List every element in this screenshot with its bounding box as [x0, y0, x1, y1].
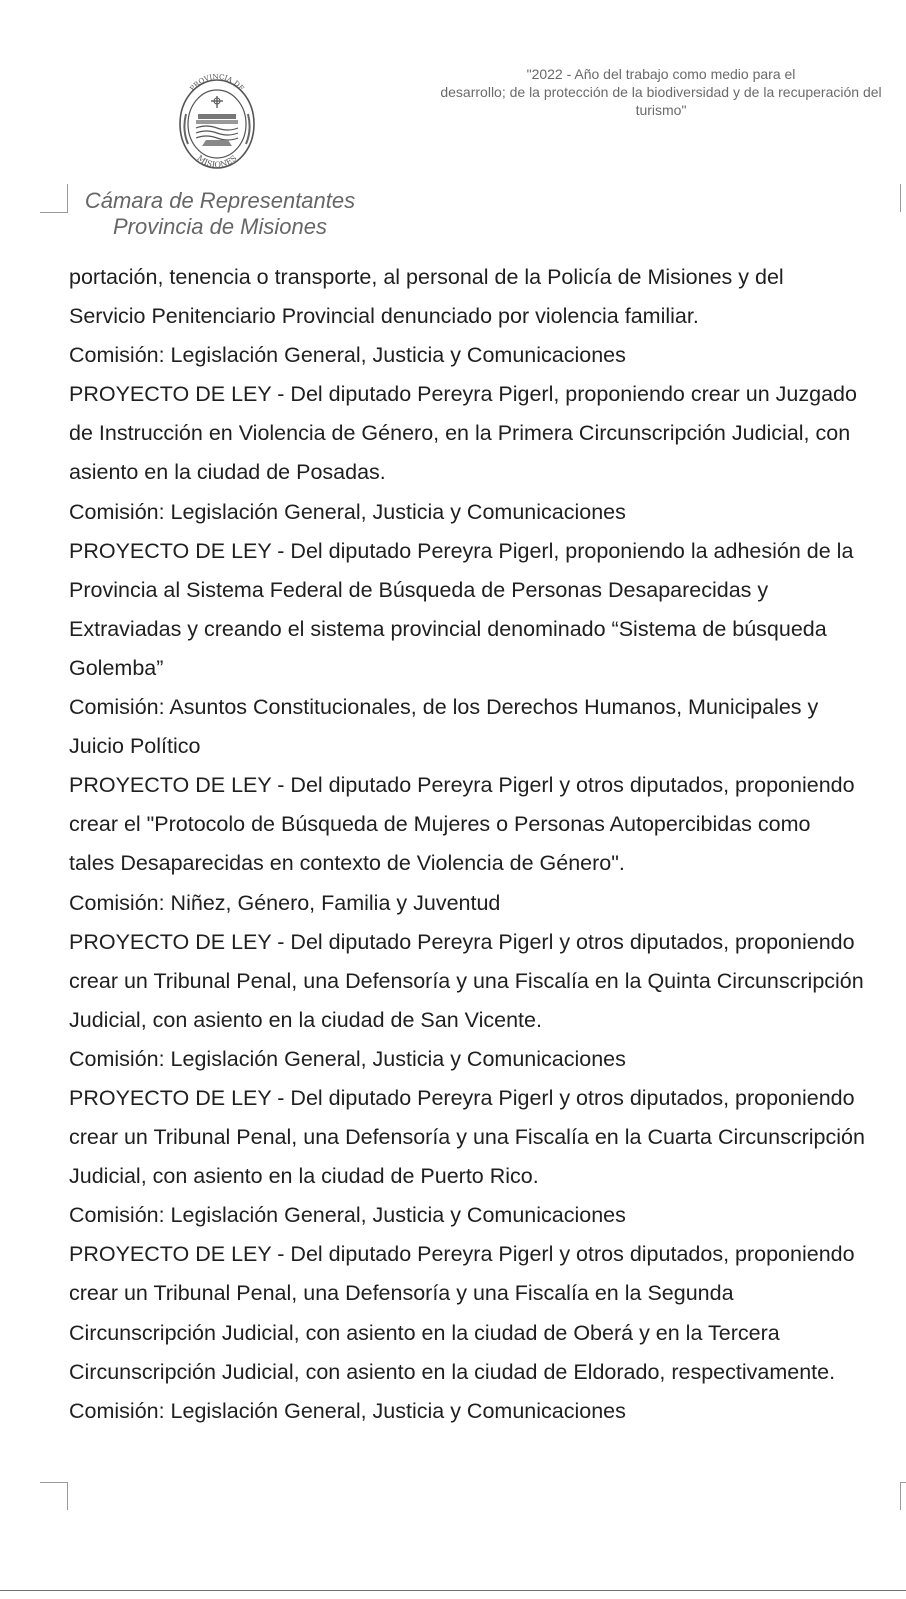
crop-mark-top-left-vertical — [67, 184, 68, 212]
text-line: crear un Tribunal Penal, una Defensoría y una Fiscalía en la Cuarta Circunscripción — [69, 1125, 865, 1150]
text-line: crear el "Protocolo de Búsqueda de Mujeres o Personas Autopercibidas como — [69, 812, 811, 837]
text-line: asiento en la ciudad de Posadas. — [69, 460, 386, 485]
text-line: Provincia al Sistema Federal de Búsqueda de Personas Desaparecidas y — [69, 577, 769, 602]
commission-line: Comisión: Asuntos Constitucionales, de los Derechos Humanos, Municipales y — [69, 695, 819, 720]
commission-line: Comisión: Legislación General, Justicia y Comunicaciones — [69, 499, 626, 524]
crop-mark-top-left-horizontal — [40, 212, 68, 213]
text-line: Judicial, con asiento en la ciudad de Puerto Rico. — [69, 1164, 539, 1189]
bill-line: PROYECTO DE LEY - Del diputado Pereyra Pigerl, proponiendo la adhesión de la — [69, 538, 854, 563]
province-seal-emblem — [176, 74, 258, 174]
text-line: Extraviadas y creando el sistema provincial denominado “Sistema de búsqueda — [69, 616, 827, 641]
text-line: Juicio Político — [69, 734, 201, 759]
text-line: crear un Tribunal Penal, una Defensoría y una Fiscalía en la Quinta Circunscripción — [69, 968, 864, 993]
crop-mark-top-right-vertical — [900, 184, 901, 212]
crop-mark-bottom-left-horizontal — [40, 1482, 68, 1483]
text-line: Servicio Penitenciario Provincial denunciado por violencia familiar. — [69, 304, 699, 329]
text-line: portación, tenencia o transporte, al personal de la Policía de Misiones y del — [69, 265, 784, 289]
svg-text:PROVINCIA DE: PROVINCIA DE — [188, 74, 246, 93]
commission-line: Comisión: Legislación General, Justicia y Comunicaciones — [69, 1046, 626, 1071]
year-motto — [416, 65, 906, 119]
commission-line: Comisión: Legislación General, Justicia y Comunicaciones — [69, 343, 626, 368]
document-body — [69, 258, 899, 1431]
bill-line: PROYECTO DE LEY - Del diputado Pereyra Pigerl y otros diputados, proponiendo — [69, 1085, 855, 1110]
commission-line: Comisión: Niñez, Género, Familia y Juventud — [69, 890, 501, 915]
text-line: tales Desaparecidas en contexto de Violencia de Género". — [69, 851, 625, 876]
text-line: crear un Tribunal Penal, una Defensoría y una Fiscalía en la Segunda — [69, 1281, 734, 1306]
chamber-name: Cámara de Representantes — [84, 188, 356, 213]
institution-heading — [70, 188, 370, 240]
bill-line: PROYECTO DE LEY - Del diputado Pereyra Pigerl y otros diputados, proponiendo — [69, 929, 855, 954]
text-line: Judicial, con asiento en la ciudad de San Vicente. — [69, 1007, 542, 1032]
text-line: de Instrucción en Violencia de Género, en la Primera Circunscripción Judicial, con — [69, 421, 851, 446]
bill-line: PROYECTO DE LEY - Del diputado Pereyra Pigerl y otros diputados, proponiendo — [69, 773, 855, 798]
commission-line: Comisión: Legislación General, Justicia y Comunicaciones — [69, 1203, 626, 1228]
year-motto-line: turismo" — [635, 102, 687, 118]
year-motto-line: desarrollo; de la protección de la biodiversidad y de la recuperación del — [440, 84, 882, 100]
bill-line: PROYECTO DE LEY - Del diputado Pereyra Pigerl y otros diputados, proponiendo — [69, 1242, 855, 1267]
text-line: Golemba” — [69, 655, 164, 680]
text-line: Circunscripción Judicial, con asiento en la ciudad de Oberá y en la Tercera — [69, 1320, 780, 1345]
commission-line: Comisión: Legislación General, Justicia y Comunicaciones — [69, 1398, 626, 1423]
province-name: Provincia de Misiones — [113, 214, 327, 239]
crop-mark-bottom-right-vertical — [900, 1482, 901, 1510]
page-bottom-rule — [0, 1590, 906, 1591]
text-line: Circunscripción Judicial, con asiento en la ciudad de Eldorado, respectivamente. — [69, 1359, 836, 1384]
svg-text:MISIONES: MISIONES — [195, 153, 239, 170]
crop-mark-bottom-left-vertical — [67, 1482, 68, 1510]
bill-line: PROYECTO DE LEY - Del diputado Pereyra Pigerl, proponiendo crear un Juzgado — [69, 382, 857, 407]
year-motto-line: "2022 - Año del trabajo como medio para el — [526, 66, 796, 82]
